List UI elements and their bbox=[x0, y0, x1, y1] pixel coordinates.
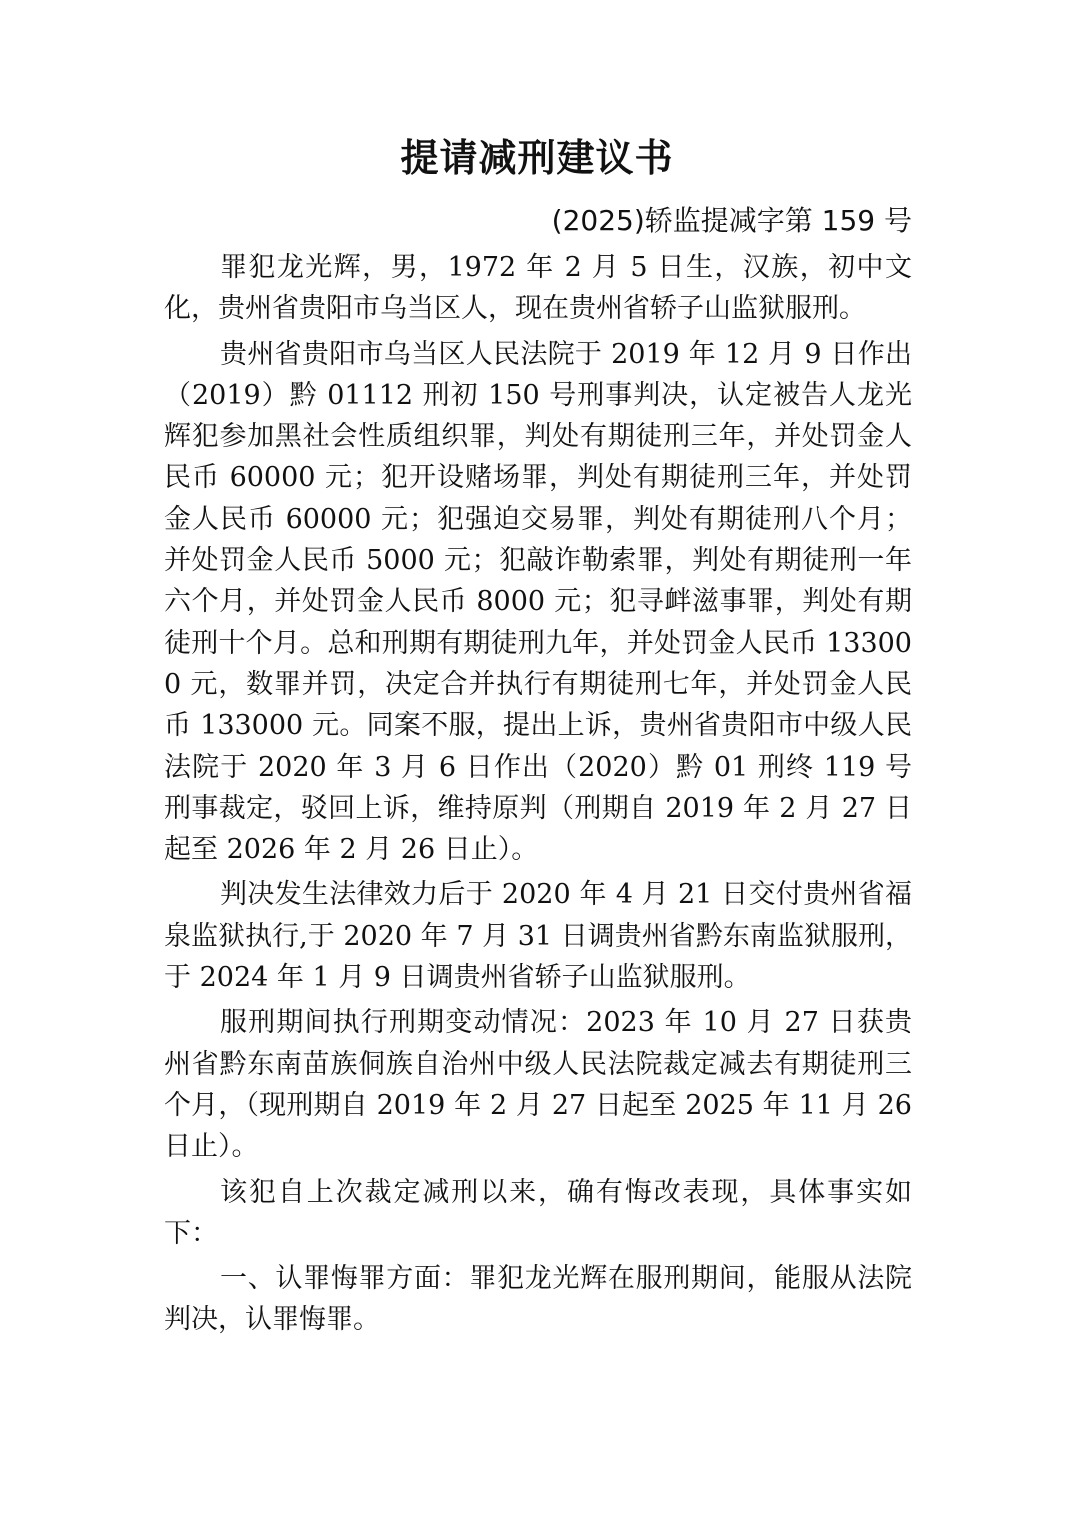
paragraph-sentence-changes: 服刑期间执行刑期变动情况：2023 年 10 月 27 日获贵州省黔东南苗族侗族自治州中级人民法院裁定减去有期徒刑三个月，（现刑期自 2019 年 2 月 27 日起至 2025 年 11 月 26 日止）。 bbox=[164, 1007, 912, 1163]
paragraph-transfer-history: 判决发生法律效力后于 2020 年 4 月 21 日交付贵州省福泉监狱执行,于 2020 年 7 月 31 日调贵州省黔东南监狱服刑，于 2024 年 1 月 9 日调贵州省轿子山监狱服刑。 bbox=[164, 879, 912, 994]
paragraph-repentance-intro: 该犯自上次裁定减刑以来，确有悔改表现，具体事实如下： bbox=[164, 1176, 912, 1249]
document-body bbox=[164, 247, 912, 1345]
paragraph-criminal-info: 罪犯龙光辉，男，1972 年 2 月 5 日生，汉族，初中文化，贵州省贵阳市乌当区人，现在贵州省轿子山监狱服刑。 bbox=[164, 252, 912, 325]
paragraph-admission-of-guilt: 一、认罪悔罪方面：罪犯龙光辉在服刑期间，能服从法院判决，认罪悔罪。 bbox=[164, 1263, 912, 1336]
paragraph-judgment: 贵州省贵阳市乌当区人民法院于 2019 年 12 月 9 日作出（2019）黔 01112 刑初 150 号刑事判决，认定被告人龙光辉犯参加黑社会性质组织罪，判处有期徒刑三年，并处罚金人民币 60000 元；犯开设赌场罪，判处有期徒刑三年，并处罚金人民币 60000 元；犯强迫交易罪，判处有期徒刑八个月；并处罚金人民币 5000 元；犯敲诈勒索罪，判处有期徒刑一年六个月，并处罚金人民币 8000 元；犯寻衅滋事罪，判处有期徒刑十个月。总和刑期有期徒刑九年，并处罚金人民币 133000 元，数罪并罚，决定合并执行有期徒刑七年，并处罚金人民币 133000 元。同案不服，提出上诉，贵州省贵阳市中级人民法院于 2020 年 3 月 6 日作出（2020）黔 01 刑终 119 号刑事裁定，驳回上诉，维持原判（刑期自 2019 年 2 月 27 日起至 2026 年 2 月 26 日止）。 bbox=[164, 338, 912, 866]
document-number: (2025)轿监提减字第 159 号 bbox=[551, 204, 912, 237]
document-title: 提请减刑建议书 bbox=[400, 135, 674, 180]
